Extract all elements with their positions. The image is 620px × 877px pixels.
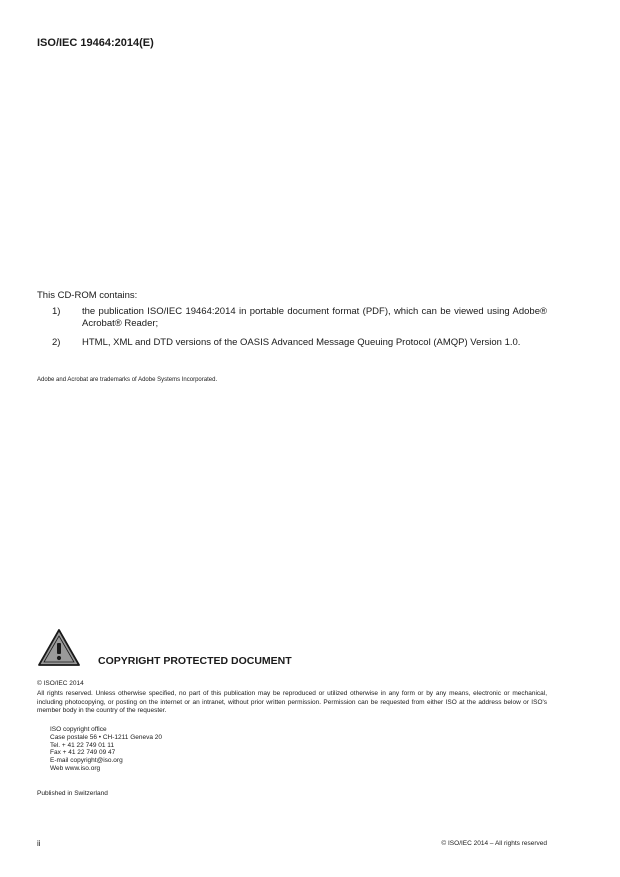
list-item-number: 2) [52, 337, 61, 348]
page-number: ii [37, 839, 41, 848]
office-web: Web www.iso.org [50, 764, 101, 772]
list-item [37, 337, 547, 349]
published-location: Published in Switzerland [37, 790, 108, 797]
office-fax: Fax + 41 22 749 09 47 [50, 749, 116, 757]
office-postal: Case postale 56 • CH-1211 Geneva 20 [50, 733, 163, 741]
office-email: E-mail copyright@iso.org [50, 757, 123, 765]
contents-intro: This CD-ROM contains: [37, 290, 138, 301]
trademark-notice: Adobe and Acrobat are trademarks of Adobe Systems Incorporated. [37, 377, 218, 383]
contents-list [37, 306, 547, 357]
list-item-text: the publication ISO/IEC 19464:2014 in portable document format (PDF), which can be viewed using Adobe® Acrobat® Reader; [82, 306, 547, 329]
office-address [50, 726, 162, 773]
copyright-title: COPYRIGHT PROTECTED DOCUMENT [98, 655, 292, 667]
document-id: ISO/IEC 19464:2014(E) [37, 37, 154, 49]
list-item [37, 306, 547, 329]
rights-statement: All rights reserved. Unless otherwise specified, no part of this publication may be reproduced or utilized otherwise in any form or by any means, electronic or mechanical, including photocopying, or posting on the internet or an intranet, without prior written permission. Permission can be requested from either ISO at the address below or ISO's member body in the country of the requester. [37, 690, 547, 714]
office-name: ISO copyright office [50, 726, 107, 733]
footer-copyright: © ISO/IEC 2014 – All rights reserved [441, 840, 547, 847]
list-item-number: 1) [52, 306, 61, 317]
warning-triangle-icon [37, 628, 81, 668]
list-item-text: HTML, XML and DTD versions of the OASIS Advanced Message Queuing Protocol (AMQP) Version 1.0. [82, 337, 521, 348]
copyright-line: © ISO/IEC 2014 [37, 680, 84, 687]
office-tel: Tel. + 41 22 749 01 11 [50, 741, 115, 749]
